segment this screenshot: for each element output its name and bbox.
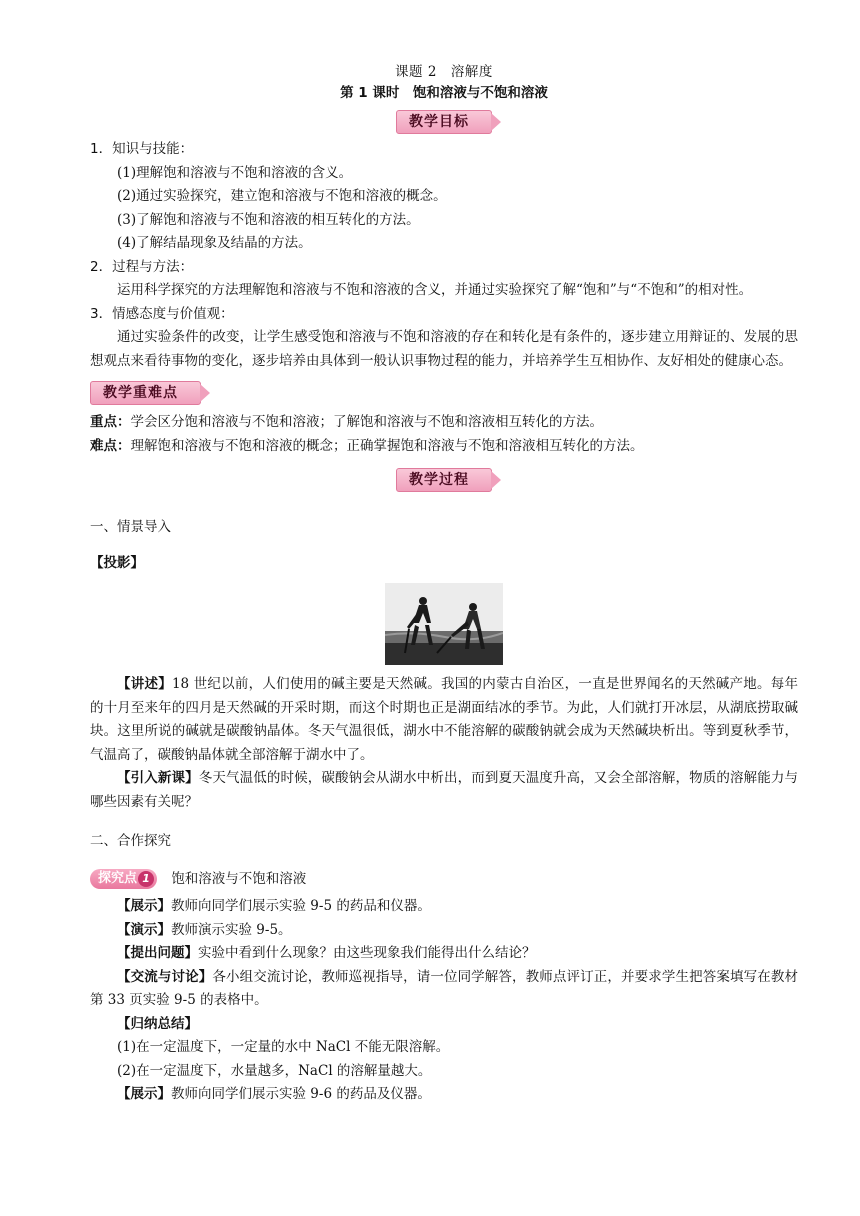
summary-item-2: (2)在一定温度下，水量越多，NaCl 的溶解量越大。 [117, 1062, 432, 1079]
period-title: 第 1 课时 饱和溶液与不饱和溶液 [340, 85, 548, 101]
goals-heading-3: 3．情感态度与价值观： [90, 305, 234, 322]
show2-label: 【展示】 [117, 1086, 171, 1102]
question-text: 实验中看到什么现象？由这些现象我们能得出什么结论？ [198, 945, 536, 961]
goal-item-4: (4)了解结晶现象及结晶的方法。 [117, 235, 312, 251]
demo-text: 教师演示实验 9-5。 [171, 921, 292, 938]
goals-banner-wrap [90, 110, 798, 134]
summary-label: 【归纳总结】 [117, 1015, 198, 1032]
goal-item-1: (1)理解饱和溶液与不饱和溶液的含义。 [117, 164, 353, 181]
lesson-title: 课题 2 溶解度 [395, 64, 493, 80]
goals-heading-2: 2．过程与方法： [90, 258, 194, 275]
key-points-banner-wrap [90, 381, 798, 405]
goal-item-2: (2)通过实验探究，建立饱和溶液与不饱和溶液的概念。 [117, 188, 447, 204]
process-banner-wrap [90, 468, 798, 492]
intro-label: 【引入新课】 [117, 770, 199, 786]
process-banner: 教学过程 [396, 468, 492, 492]
discussion-label: 【交流与讨论】 [117, 968, 213, 985]
lecture-label: 【讲述】 [117, 676, 172, 692]
projection-label: 【投影】 [90, 554, 144, 571]
difficulty-text: 理解饱和溶液与不饱和溶液的概念；正确掌握饱和溶液与不饱和溶液相互转化的方法。 [130, 437, 644, 454]
explore-point-badge-text: 探究点 [98, 871, 138, 886]
summary-item-1: (1)在一定温度下，一定量的水中 NaCl 不能无限溶解。 [117, 1039, 450, 1055]
explore-point-badge [90, 869, 157, 889]
goal-item-3: (3)了解饱和溶液与不饱和溶液的相互转化的方法。 [117, 211, 420, 228]
section-scene-intro: 一、情景导入 [90, 519, 171, 535]
goals-heading-1: 1．知识与技能： [90, 141, 194, 157]
goals-banner: 教学目标 [396, 110, 492, 134]
explore-point-number: 1 [138, 871, 154, 887]
show1-label: 【展示】 [117, 898, 171, 914]
goals-paragraph-3: 通过实验条件的改变，让学生感受饱和溶液与不饱和溶液的存在和转化是有条件的，逐步建立用辩证的、发展的思想观点来看待事物的变化，逐步培养由具体到一般认识事物过程的能力，并培养学生互相协作、友好相处的健康心态。 [90, 329, 798, 369]
goals-paragraph-2: 运用科学探究的方法理解饱和溶液与不饱和溶液的含义，并通过实验探究了解“饱和”与“不饱和”的相对性。 [117, 282, 753, 298]
photo-wrap [90, 583, 798, 669]
workers-photo [385, 583, 503, 665]
show1-text: 教师向同学们展示实验 9-5 的药品和仪器。 [171, 898, 431, 914]
process-section [90, 516, 798, 1107]
section-cooperative-inquiry: 二、合作探究 [90, 833, 171, 849]
workers-illustration [385, 583, 503, 665]
key-text: 学会区分饱和溶液与不饱和溶液；了解饱和溶液与不饱和溶液相互转化的方法。 [130, 414, 603, 430]
key-points-section [90, 411, 798, 458]
key-label: 重点： [90, 414, 131, 430]
intro-text: 冬天气温低的时候，碳酸钠会从湖水中析出，而到夏天温度升高，又会全部溶解，物质的溶解能力与哪些因素有关呢？ [90, 770, 799, 810]
lecture-text: 18 世纪以前，人们使用的碱主要是天然碱。我国的内蒙古自治区，一直是世界闻名的天然碱产地。每年的十月至来年的四月是天然碱的开采时期，而这个时期也正是湖面结冰的季节。为此，人们就打开冰层，从湖底捞取碱块。这里所说的碱就是碳酸钠晶体。冬天气温很低，湖水中不能溶解的碳酸钠就会成为天然碱块析出。等到夏秋季节，气温高了，碳酸钠晶体就全部溶解于湖水中了。 [90, 676, 799, 763]
discussion-text: 各小组交流讨论，教师巡视指导，请一位同学解答，教师点评订正，并要求学生把答案填写在教材第 33 页实验 9-5 的表格中。 [90, 968, 799, 1008]
explore-point-row [90, 868, 798, 892]
document-page [90, 62, 798, 1107]
show2-text: 教师向同学们展示实验 9-6 的药品及仪器。 [171, 1086, 431, 1102]
difficulty-label: 难点： [90, 437, 131, 454]
demo-label: 【演示】 [117, 921, 171, 938]
goals-section [90, 138, 798, 373]
key-points-banner: 教学重难点 [90, 381, 201, 405]
explore-point-title: 饱和溶液与不饱和溶液 [171, 870, 307, 887]
question-label: 【提出问题】 [117, 945, 198, 961]
